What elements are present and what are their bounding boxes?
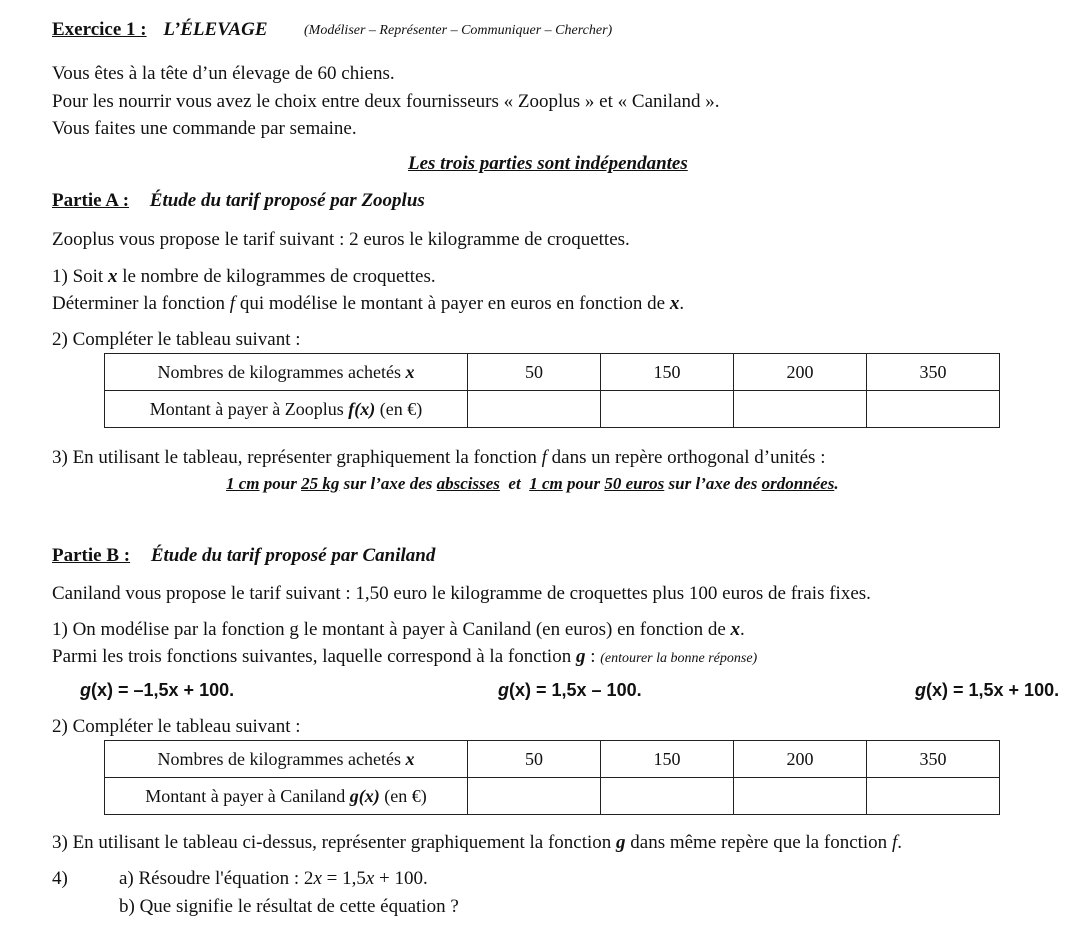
table-cell: 350 — [867, 741, 1000, 778]
variable-x: x — [365, 868, 375, 889]
function-f: f — [541, 447, 547, 468]
table-cell: 50 — [468, 741, 601, 778]
text-segment: . — [679, 293, 685, 314]
function-g: g — [498, 680, 509, 700]
partB-q2: 2) Compléter le tableau suivant : — [52, 716, 301, 737]
text-segment: (x) — [509, 680, 531, 700]
partA-label: Partie A : — [52, 190, 130, 211]
table-header-cell — [105, 391, 468, 428]
table-header-cell — [105, 741, 468, 778]
text-segment: pour — [562, 474, 605, 493]
table-row — [105, 391, 1000, 428]
independent-note: Les trois parties sont indépendantes — [408, 153, 688, 174]
variable-x: x — [669, 293, 680, 314]
table-header-cell — [105, 354, 468, 391]
text-segment: : — [585, 646, 601, 667]
text-segment: . — [740, 619, 745, 640]
text-segment: dans un repère orthogonal d’unités : — [546, 447, 826, 468]
partB-heading — [52, 545, 435, 567]
partB-q1-line2 — [52, 646, 757, 668]
partB-label: Partie B : — [52, 545, 131, 566]
text-segment: 1) Soit — [52, 266, 108, 287]
variable-x: x — [405, 748, 415, 769]
partB-q4a — [119, 868, 428, 890]
text-segment: = 1,5x + 100. — [948, 680, 1060, 700]
answer-cell[interactable] — [468, 778, 601, 815]
text-segment: 1 cm — [529, 474, 563, 493]
function-g: g — [80, 680, 91, 700]
text-segment: ordonnées — [761, 474, 835, 493]
answer-cell[interactable] — [601, 391, 734, 428]
answer-cell[interactable] — [601, 778, 734, 815]
partB-q4-number: 4) — [52, 868, 68, 889]
text-segment: (en €) — [379, 785, 427, 806]
exercise-title: L’ÉLEVAGE — [163, 19, 268, 40]
variable-x: x — [313, 868, 322, 889]
text-segment: pour — [259, 474, 302, 493]
partB-title: Étude du tarif proposé par Caniland — [150, 545, 436, 566]
answer-cell[interactable] — [468, 391, 601, 428]
text-segment: Montant à payer à Zooplus — [149, 398, 349, 419]
table-cell: 150 — [601, 354, 734, 391]
answer-cell[interactable] — [867, 778, 1000, 815]
choice-option-2[interactable] — [498, 680, 642, 701]
partA-table — [104, 353, 1000, 428]
partA-heading — [52, 190, 425, 212]
partA-q1-line1 — [52, 266, 436, 288]
text-segment: 3) En utilisant le tableau ci-dessus, représenter graphiquement la fonction — [52, 832, 617, 853]
exercise-heading — [52, 19, 268, 41]
answer-cell[interactable] — [734, 391, 867, 428]
text-segment: 50 euros — [604, 474, 665, 493]
partB-q3 — [52, 832, 902, 854]
partA-q2: 2) Compléter le tableau suivant : — [52, 329, 301, 350]
text-segment: . — [834, 474, 839, 493]
partB-q1-line1 — [52, 619, 745, 641]
text-segment: 3) En utilisant le tableau, représenter graphiquement la fonction — [52, 447, 542, 468]
partA-q3-line1 — [52, 447, 825, 469]
text-segment: (x) — [926, 680, 948, 700]
intro-line-1: Vous êtes à la tête d’un élevage de 60 chiens. — [52, 63, 395, 84]
text-segment: qui modélise le montant à payer en euros en fonction de — [235, 293, 670, 314]
text-segment: 1 cm — [226, 474, 260, 493]
partA-q1-line2 — [52, 293, 684, 315]
function-f: f — [229, 293, 236, 314]
partA-title: Étude du tarif proposé par Zooplus — [149, 190, 425, 211]
variable-x: x — [730, 619, 740, 640]
table-header-cell — [105, 778, 468, 815]
text-segment: = –1,5x + 100. — [113, 680, 235, 700]
text-segment: 1) On modélise par la fonction g le montant à payer à Caniland (en euros) en fonction de — [52, 619, 731, 640]
text-segment: = 1,5x – 100. — [531, 680, 642, 700]
variable-x: x — [405, 361, 415, 382]
text-segment: dans même repère que la fonction — [625, 832, 892, 853]
text-segment: abscisses — [436, 474, 500, 493]
answer-cell[interactable] — [734, 778, 867, 815]
text-segment: (x) — [91, 680, 113, 700]
table-cell: 150 — [601, 741, 734, 778]
text-segment: (en €) — [375, 398, 423, 419]
text-segment: + 100. — [374, 868, 428, 889]
table-row — [105, 778, 1000, 815]
function-g: g — [915, 680, 926, 700]
table-row — [105, 354, 1000, 391]
exercise-skills: (Modéliser – Représenter – Communiquer – Chercher) — [304, 23, 613, 38]
text-segment: Montant à payer à Caniland — [145, 785, 350, 806]
partA-q3-units — [226, 474, 839, 494]
answer-cell[interactable] — [867, 391, 1000, 428]
text-segment: sur l’axe des — [339, 474, 437, 493]
partB-q4b: b) Que signifie le résultat de cette équation ? — [119, 896, 459, 917]
function-g: g — [575, 646, 586, 667]
text-segment: Parmi les trois fonctions suivantes, laquelle correspond à la fonction — [52, 646, 576, 667]
text-segment: a) Résoudre l'équation : 2 — [119, 868, 314, 889]
text-segment: Nombres de kilogrammes achetés — [157, 361, 406, 382]
function-fx: f(x) — [348, 398, 376, 419]
text-segment: . — [897, 832, 902, 853]
variable-x: x — [107, 266, 118, 287]
text-segment: le nombre de kilogrammes de croquettes. — [117, 266, 436, 287]
choice-option-1[interactable] — [80, 680, 234, 701]
text-segment: = 1,5 — [321, 868, 366, 889]
table-cell: 200 — [734, 741, 867, 778]
table-row — [105, 741, 1000, 778]
table-cell: 200 — [734, 354, 867, 391]
text-segment: et — [499, 474, 530, 493]
intro-line-2: Pour les nourrir vous avez le choix entre deux fournisseurs « Zooplus » et « Caniland ». — [52, 91, 720, 112]
choice-option-3[interactable] — [915, 680, 1059, 701]
text-segment: Nombres de kilogrammes achetés — [157, 748, 406, 769]
table-cell: 350 — [867, 354, 1000, 391]
instruction-hint: (entourer la bonne réponse) — [600, 651, 758, 666]
text-segment: 25 kg — [301, 474, 340, 493]
text-segment: sur l’axe des — [664, 474, 762, 493]
partB-table — [104, 740, 1000, 815]
function-gx: g(x) — [349, 785, 380, 806]
exercise-number: Exercice 1 : — [52, 19, 147, 40]
table-cell: 50 — [468, 354, 601, 391]
intro-line-3: Vous faites une commande par semaine. — [52, 118, 357, 139]
text-segment: Déterminer la fonction — [52, 293, 230, 314]
function-g: g — [616, 832, 626, 853]
partB-tariff: Caniland vous propose le tarif suivant : 1,50 euro le kilogramme de croquettes plus 100 euros de frais fixes. — [52, 583, 871, 604]
partA-tariff: Zooplus vous propose le tarif suivant : 2 euros le kilogramme de croquettes. — [52, 229, 630, 250]
function-f: f — [891, 832, 898, 853]
